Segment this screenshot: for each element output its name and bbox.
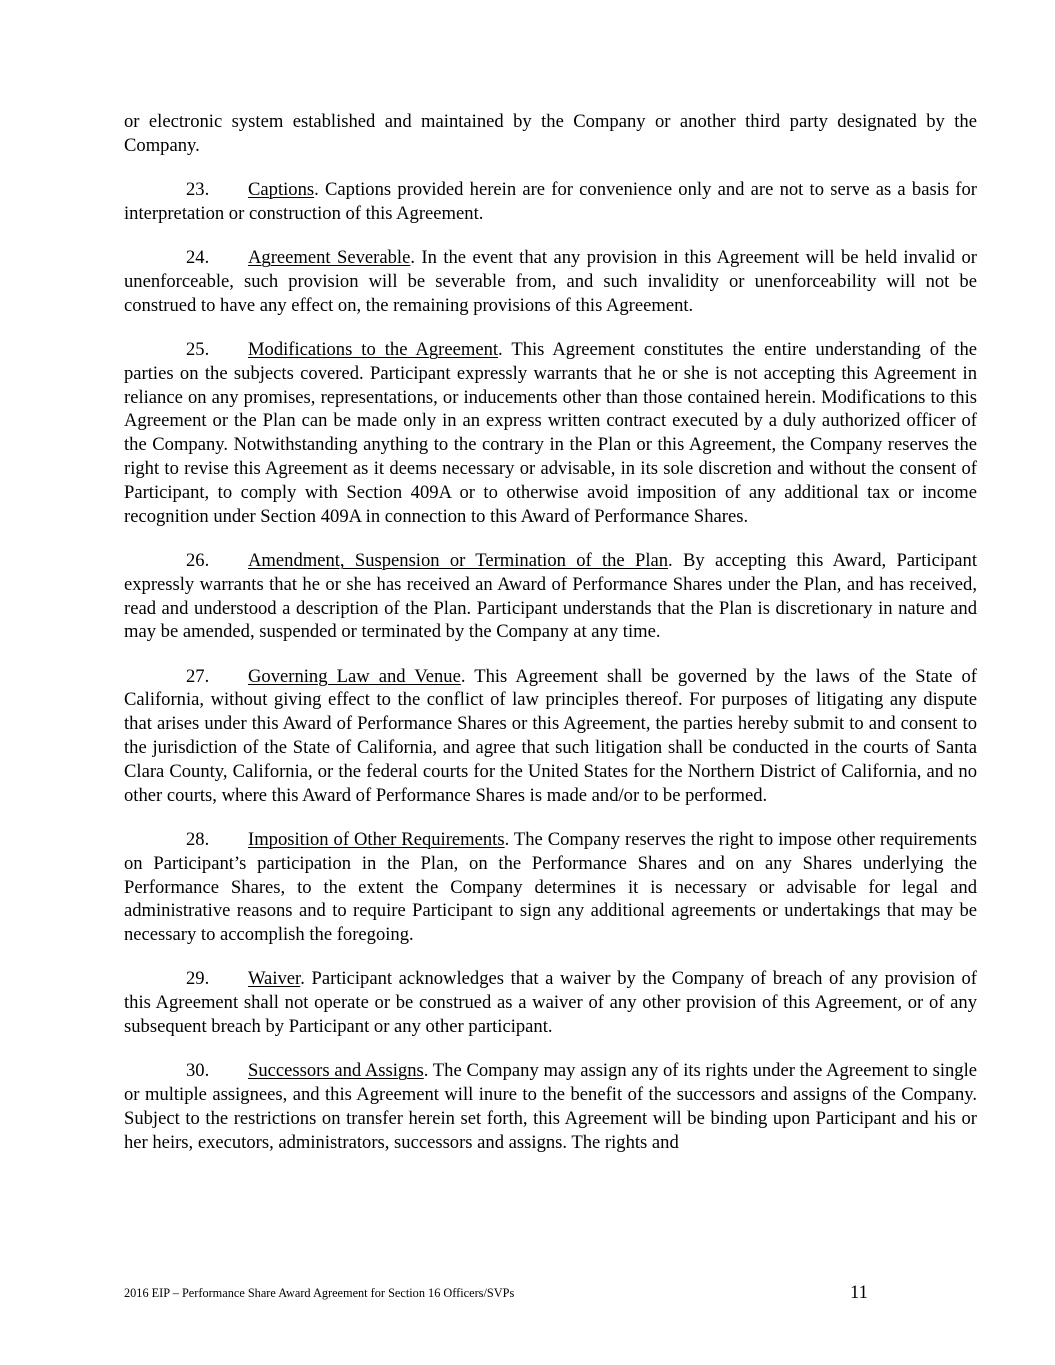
section-number: 29. <box>186 968 210 990</box>
section-heading: Agreement Severable <box>248 247 411 269</box>
section-heading: Amendment, Suspension or Termination of the Plan <box>248 549 669 571</box>
intro-paragraph: or electronic system established and maintained by the Company or another third party designated by the Company. <box>124 111 977 156</box>
section-number: 23. <box>186 179 210 201</box>
section-text: . This Agreement constitutes the entire understanding of the parties on the subjects covered. Participant expressly warrants that he or she is not accepting this Agreement in reliance on any promises, representations, or inducements other than those contained herein. Modifications to this Agreement or the Plan can be made only in an express written contract executed by a duly authorized officer of the Company. Notwithstanding anything to the contrary in the Plan or this Agreement, the Company reserves the right to revise this Agreement as it deems necessary or advisable, in its sole discretion and without the consent of Participant, to comply with Section 409A or to otherwise avoid imposition of any additional tax or income recognition under Section 409A in connection to this Award of Performance Shares. <box>124 339 977 527</box>
document-body <box>124 110 977 1175</box>
section-number: 25. <box>186 339 210 361</box>
section-heading: Successors and Assigns <box>248 1060 424 1082</box>
section-29 <box>124 967 977 1038</box>
section-27 <box>124 665 977 808</box>
footer-text: 2016 EIP – Performance Share Award Agreement for Section 16 Officers/SVPs <box>124 1286 515 1300</box>
section-heading: Governing Law and Venue <box>248 665 461 687</box>
section-text: . The Company reserves the right to impose other requirements on Participant’s participation in the Plan, on the Performance Shares and on any Shares underlying the Performance Shares, to the extent the Company determines it is necessary or advisable for legal and administrative reasons and to require Participant to sign any additional agreements or undertakings that may be necessary to accomplish the foregoing. <box>124 828 977 946</box>
section-30 <box>124 1059 977 1154</box>
section-number: 28. <box>186 828 210 850</box>
page-number: 11 <box>850 1282 868 1303</box>
section-text: . This Agreement shall be governed by the laws of the State of California, without giving effect to the conflict of law principles thereof. For purposes of litigating any dispute that arises under this Award of Performance Shares or this Agreement, the parties hereby submit to and consent to the jurisdiction of the State of California, and agree that such litigation shall be conducted in the courts of Santa Clara County, California, or the federal courts for the United States for the Northern District of California, and no other courts, where this Award of Performance Shares is made and/or to be performed. <box>124 665 978 806</box>
section-text: . Participant acknowledges that a waiver by the Company of breach of any provision of this Agreement shall not operate or be construed as a waiver of any other provision of this Agreement, or of any subsequent breach by Participant or any other participant. <box>124 968 977 1037</box>
section-heading: Waiver <box>248 968 301 990</box>
section-28 <box>124 828 977 947</box>
section-text: . By accepting this Award, Participant expressly warrants that he or she has received an Award of Performance Shares under the Plan, and has received, read and understood a description of the Plan. Participant understands that the Plan is discretionary in nature and may be amended, suspended or terminated by the Company at any time. <box>124 549 977 643</box>
section-heading: Modifications to the Agreement <box>248 339 499 361</box>
section-text: . Captions provided herein are for convenience only and are not to serve as a basis for interpretation or construction of this Agreement. <box>124 179 977 224</box>
section-number: 27. <box>186 665 210 687</box>
section-26 <box>124 549 977 644</box>
section-heading: Imposition of Other Requirements <box>248 828 505 850</box>
section-heading: Captions <box>248 179 315 201</box>
section-text: . In the event that any provision in this Agreement will be held invalid or unenforceable, such provision will be severable from, and such invalidity or unenforceability will not be construed to have any effect on, the remaining provisions of this Agreement. <box>124 247 977 316</box>
section-number: 24. <box>186 247 210 269</box>
section-number: 30. <box>186 1060 210 1082</box>
section-25 <box>124 338 977 528</box>
section-23 <box>124 178 977 226</box>
section-24 <box>124 246 977 317</box>
section-number: 26. <box>186 549 210 571</box>
section-text: . The Company may assign any of its rights under the Agreement to single or multiple assignees, and this Agreement will inure to the benefit of the successors and assigns of the Company. Subject to the restrictions on transfer herein set forth, this Agreement will be binding upon Participant and his or her heirs, executors, administrators, successors and assigns. The rights and <box>124 1060 977 1153</box>
